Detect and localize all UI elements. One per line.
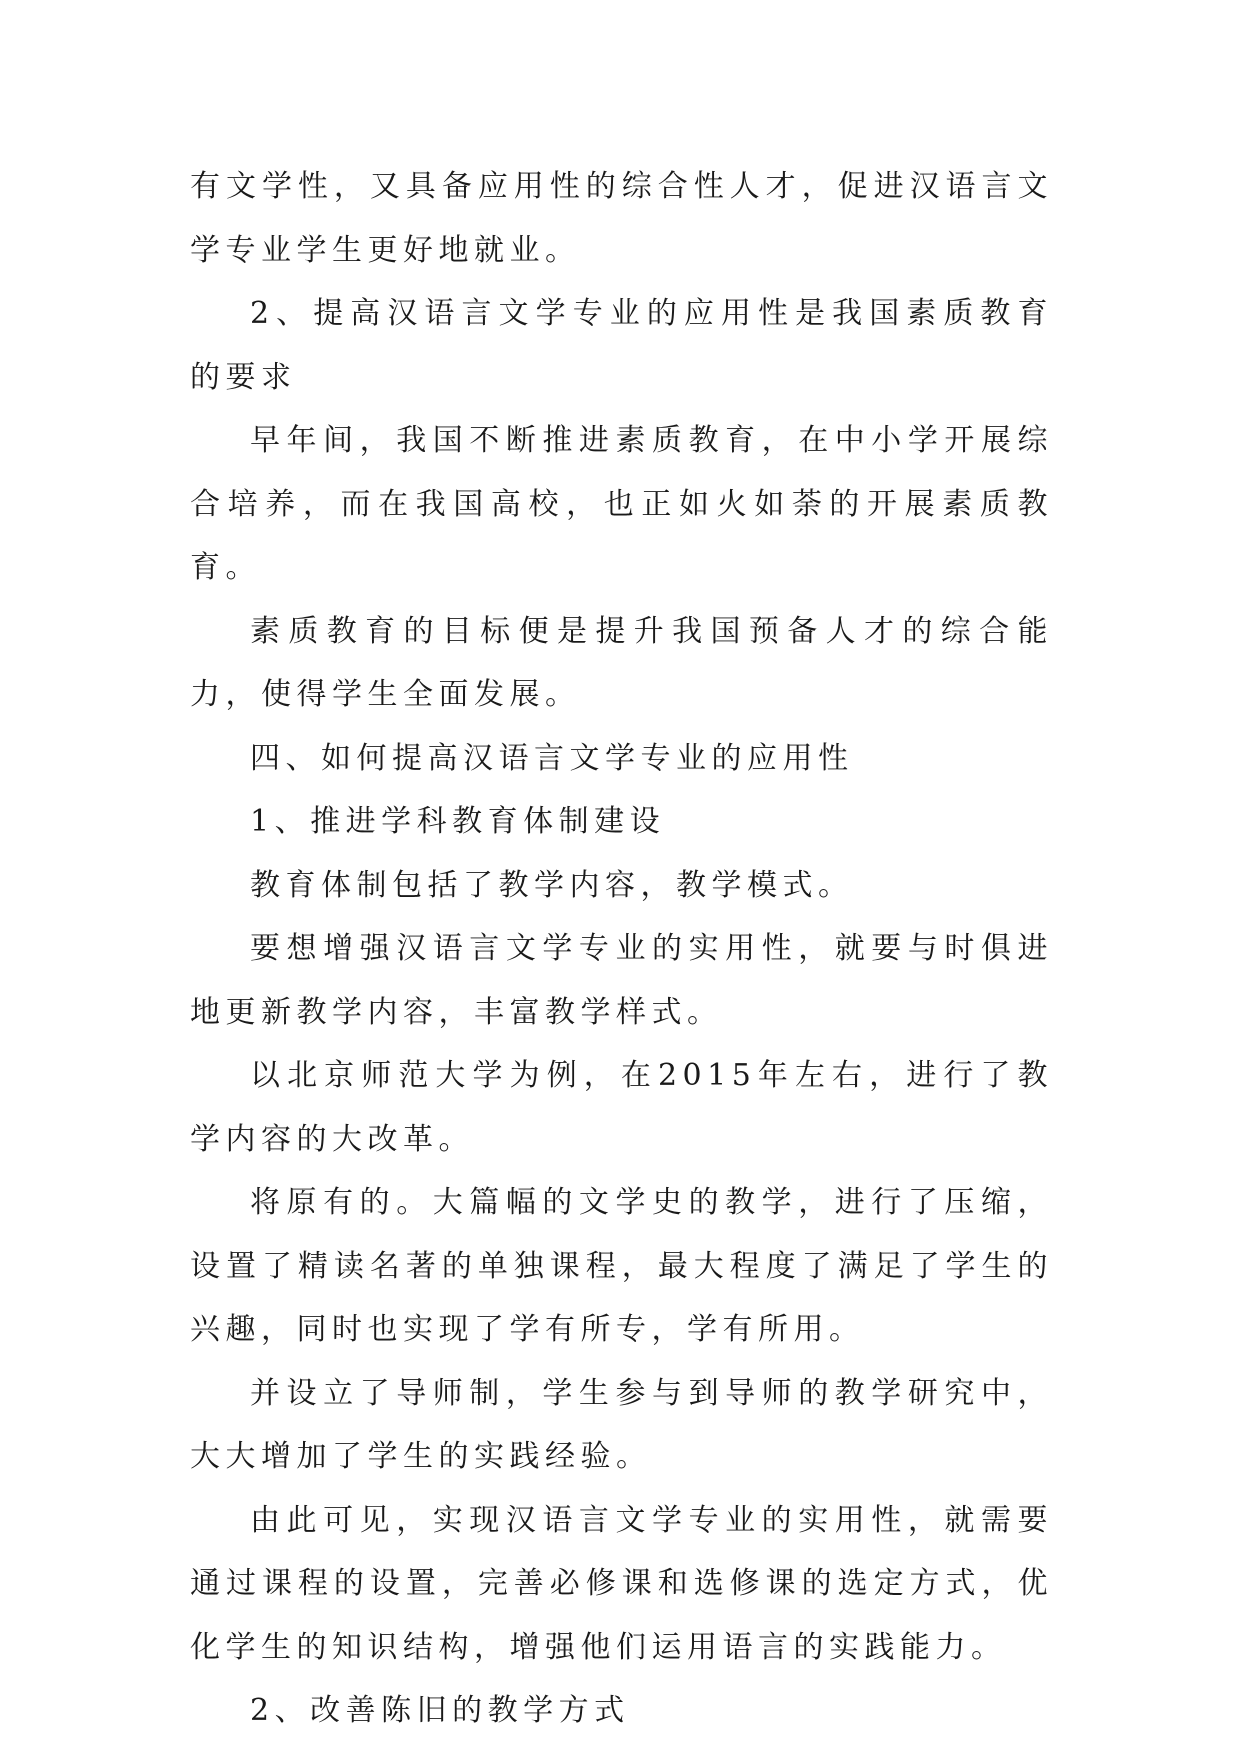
section-heading: 四、如何提高汉语言文学专业的应用性 [250,740,854,776]
paragraph: 早年间，我国不断推进素质教育，在中小学开展综合培养，而在我国高校，也正如火如荼的开展素质教育。 [190,423,1053,585]
paragraph: 要想增强汉语言文学专业的实用性，就要与时俱进地更新教学内容，丰富教学样式。 [190,931,1053,1030]
paragraph: 有文学性，又具备应用性的综合性人才，促进汉语言文学专业学生更好地就业。 [190,169,1053,268]
paragraph: 由此可见，实现汉语言文学专业的实用性，就需要通过课程的设置，完善必修课和选修课的选定方式，优化学生的知识结构，增强他们运用语言的实践能力。 [190,1502,1053,1665]
section-heading: 1、推进学科教育体制建设 [250,804,666,839]
paragraph: 并设立了导师制，学生参与到导师的教学研究中，大大增加了学生的实践经验。 [190,1375,1053,1474]
paragraph: 素质教育的目标便是提升我国预备人才的综合能力，使得学生全面发展。 [190,613,1053,712]
section-heading: 2、提高汉语言文学专业的应用性是我国素质教育的要求 [190,296,1053,395]
paragraph: 教育体制包括了教学内容，教学模式。 [250,867,854,903]
paragraph: 以北京师范大学为例，在2015年左右，进行了教学内容的大改革。 [190,1058,1053,1157]
body-text [190,155,1053,1743]
section-heading: 2、改善陈旧的教学方式 [250,1693,630,1728]
paragraph: 将原有的。大篇幅的文学史的教学，进行了压缩，设置了精读名著的单独课程，最大程度了满足了学生的兴趣，同时也实现了学有所专，学有所用。 [190,1185,1053,1347]
